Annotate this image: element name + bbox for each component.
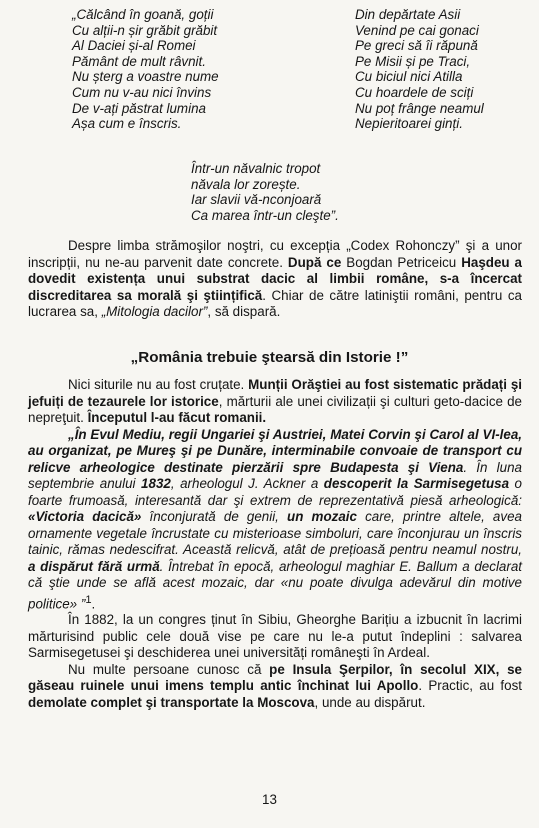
text-run: Nici siturile nu au fost cruțate. bbox=[68, 377, 249, 392]
poem-line: Așa cum e înscris. bbox=[72, 116, 182, 132]
bold-run: Munții Orăştiei au fost sistematic prădați şi jefuiți de tezaurele lor istorice bbox=[28, 377, 522, 409]
poem-line: Pe Misii și pe Traci, bbox=[355, 53, 471, 69]
bold-run: Haşdeu a dovedit existența unui substrat dacic al limbii române, s-a încercat discreditarea sa morală şi ştiințifică bbox=[28, 254, 523, 303]
italic-run: . În luna septembrie anului bbox=[28, 459, 522, 491]
paragraph-limba bbox=[28, 238, 522, 321]
italic-run: „Mitologia dacilor” bbox=[101, 304, 208, 319]
poem-stanza-center bbox=[191, 161, 339, 223]
poem-line: Nepieritoarei ginți. bbox=[355, 116, 463, 132]
poem-line: Cum nu v-au nici învins bbox=[72, 84, 212, 100]
poem-line: „Călcând în goană, goții bbox=[72, 7, 214, 22]
bold-italic-run: descoperit la Sarmisegetusa bbox=[323, 476, 510, 491]
poem-line: De v-ați păstrat lumina bbox=[72, 100, 206, 116]
poem-stanza-right bbox=[355, 7, 484, 132]
body-section-1 bbox=[28, 238, 522, 321]
italic-run: . Întrebat în epocă, arheologul maghiar E. Ballum a declarat că ştie unde se află acest mozaic, dar «nu poate divulga adevărul din motive politice» ” bbox=[28, 558, 522, 611]
poem-line: Nu șterg a voastre nume bbox=[72, 69, 219, 85]
bold-run: Începutul l-au făcut romanii. bbox=[87, 410, 267, 425]
page-number: 13 bbox=[262, 792, 277, 807]
poem-line: Nu poț frânge neamul bbox=[355, 100, 484, 116]
poem-line: Al Daciei și-al Romei bbox=[72, 38, 196, 54]
paragraph-evul-mediu bbox=[28, 427, 522, 613]
text-run: . Chiar de către latiniştii români, pentru ca lucrarea sa, bbox=[28, 287, 522, 319]
text-run: . bbox=[91, 595, 96, 611]
poem-line: Din depărtate Asii bbox=[355, 7, 461, 22]
text-run: Bogdan Petriceicu bbox=[341, 254, 462, 270]
footnote-marker: 1 bbox=[85, 593, 92, 606]
bold-italic-run: «Victoria dacică» bbox=[28, 509, 142, 524]
bold-run: demolate complet şi transportate la Moscova bbox=[28, 694, 315, 710]
poem-line: Iar slavii vă-nconjoară bbox=[191, 192, 322, 208]
text-run: . Practic, au fost bbox=[418, 678, 522, 694]
poem-line: Venind pe cai gonaci bbox=[355, 22, 479, 38]
section-heading: „România trebuie ştearsă din Istorie !” bbox=[130, 349, 409, 366]
poem-line: Cu biciul nici Atilla bbox=[355, 69, 463, 85]
italic-run: o foarte frumoasă, interesantă dar şi extrem de reprezentativă piesă arheologică: bbox=[28, 476, 522, 508]
paragraph-situri bbox=[28, 377, 522, 427]
poem-line: Cu hoardele de sciți bbox=[355, 84, 474, 100]
poem-line: Pe greci să îi răpună bbox=[355, 38, 478, 54]
bold-italic-run: 1832 bbox=[141, 476, 171, 491]
text-run: , mărturii ale unei civilizații şi culturi geto-dacice de nepreţuit. bbox=[28, 393, 522, 425]
poem-line: Într-un năvalnic tropot bbox=[191, 161, 321, 176]
paragraph-baritiu: În 1882, la un congres ținut în Sibiu, Gheorghe Barițiu a izbucnit în lacrimi mărturisind public cele două vise pe care nu le-a putut îndeplini : salvarea Sarmisegetusei şi deschiderea unei universități româneşti în Ardeal. bbox=[28, 612, 522, 661]
paragraph-insula-serpilor bbox=[28, 662, 522, 712]
italic-run: înconjurată de genii, bbox=[141, 509, 288, 524]
text-run: , unde au dispărut. bbox=[314, 694, 426, 710]
italic-run: care, printre altele, avea ornamente vegetale încrustate cu misterioase simboluri, care înconjurau un înscris tainic, rămas nedescifrat. Această relicvă, atât de prețioasă pentru neamul nostru, bbox=[28, 509, 522, 557]
poem-line: Cu alții-n șir grăbit grăbit bbox=[72, 22, 218, 38]
poem-stanza-left bbox=[72, 7, 219, 132]
text-run: Despre limba strămoşilor noştri, cu excepția „Codex Rohonczy” şi a unor inscripții, nu ne-au parvenit date concrete. bbox=[28, 238, 522, 270]
bold-italic-run: „În Evul Mediu, regii Ungariei şi Austriei, Matei Corvin şi Carol al VI-lea, au organizat, pe Mureş şi pe Dunăre, interminabile convoaie de transport cu relicve arheologice destinate pierzării spre Budapesta şi Viena bbox=[28, 426, 522, 475]
bold-run: După ce bbox=[287, 254, 342, 270]
text-run: , să dispară. bbox=[207, 304, 281, 319]
text-run: Nu multe persoane cunosc că bbox=[68, 661, 270, 677]
bold-run: pe Insula Şerpilor, în secolul XIX, se găseau ruinele unui imens templu antic închinat lui Apollo bbox=[28, 661, 522, 694]
bold-italic-run: a dispărut fără urmă bbox=[28, 558, 160, 574]
poem-line: năvala lor zorește. bbox=[191, 176, 301, 192]
italic-run: , arheologul J. Ackner a bbox=[170, 476, 324, 491]
poem-line: Ca marea într-un cleşte”. bbox=[191, 207, 339, 223]
body-section-2 bbox=[28, 377, 522, 711]
poem-line: Pământ de mult râvnit. bbox=[72, 53, 206, 69]
bold-italic-run: un mozaic bbox=[287, 509, 357, 524]
